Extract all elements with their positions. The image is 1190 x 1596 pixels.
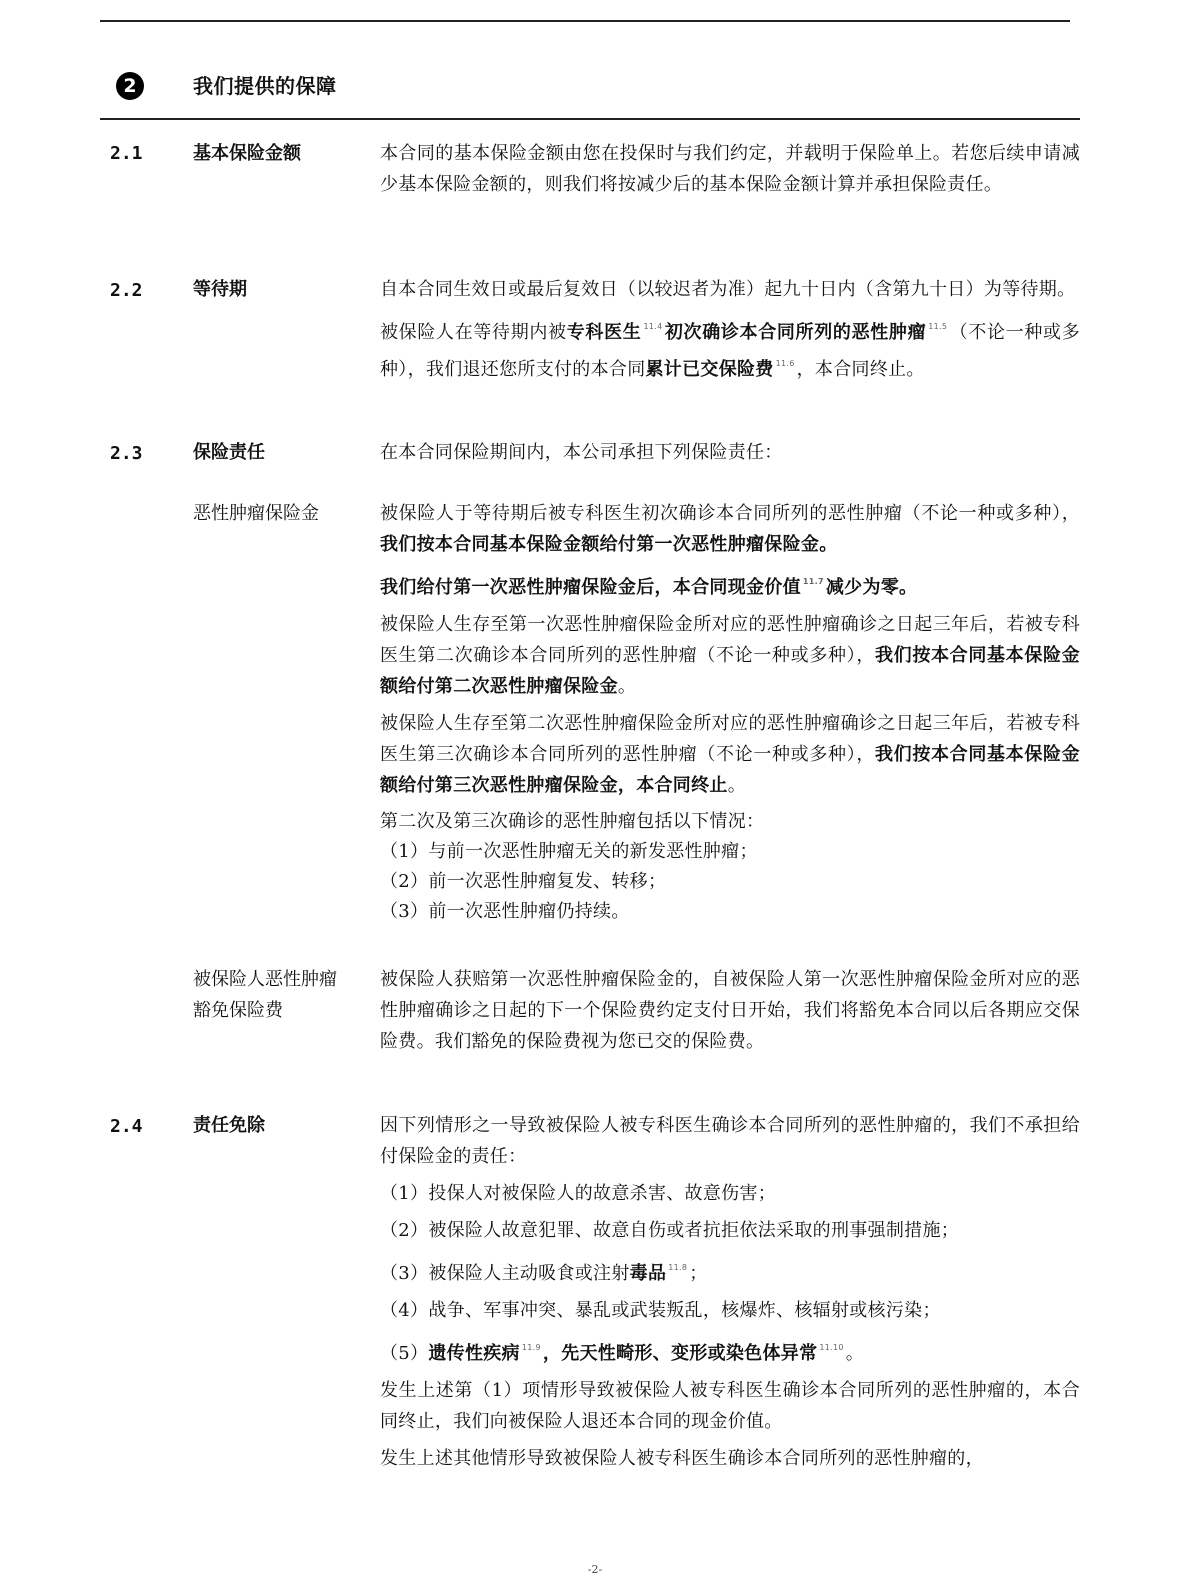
clause-text <box>380 609 1080 702</box>
clause-label-2-2: 等待期 <box>193 279 247 300</box>
text-run: 。 <box>845 1343 865 1364</box>
text-run: 被保险人在等待期内被 <box>380 322 567 343</box>
clause-text <box>380 566 1080 603</box>
footnote-ref: 11.9 <box>521 1343 541 1352</box>
text-run: 被保险人于等待期后被专科医生初次确诊本合同所列的恶性肿瘤（不论一种或多种）， <box>380 503 1080 524</box>
clause-text: 在本合同保险期间内，本公司承担下列保险责任： <box>380 442 783 463</box>
term-drugs: 毒品 <box>629 1263 667 1284</box>
section-title: 我们提供的保障 <box>193 74 337 98</box>
clause-label-2-3: 保险责任 <box>193 442 265 463</box>
text-run: 减少为零。 <box>825 577 918 598</box>
clause-body-2-4 <box>380 1110 1080 1480</box>
term-hereditary-disease: 遗传性疾病 <box>428 1343 520 1364</box>
term-congenital-malformation: 先天性畸形、变形或染色体异常 <box>561 1343 818 1364</box>
bold-text: 我们按本合同基本保险金额给付第三次恶性肿瘤保险金，本合同终止 <box>380 744 1080 796</box>
clause-text: 发生上述第（1）项情形导致被保险人被专科医生确诊本合同所列的恶性肿瘤的，本合同终止，我们向被保险人退还本合同的现金价值。 <box>380 1380 1080 1432</box>
list-item: （1）投保人对被保险人的故意杀害、故意伤害； <box>380 1183 777 1204</box>
text-run: （5） <box>380 1343 429 1364</box>
clause-text: 本合同的基本保险金额由您在投保时与我们约定，并载明于保险单上。若您后续申请减少基本保险金额的，则我们将按减少后的基本保险金额计算并承担保险责任。 <box>380 143 1080 195</box>
clause-label-2-4: 责任免除 <box>193 1115 265 1136</box>
clause-number-2-3: 2.3 <box>110 443 143 464</box>
clause-number-2-2: 2.2 <box>110 280 143 301</box>
footnote-ref: 11.5 <box>928 322 948 331</box>
page-number: -2- <box>587 1563 603 1576</box>
top-rule <box>100 20 1070 22</box>
text-run: ， <box>542 1343 562 1364</box>
bold-text: 我们按本合同基本保险金额给付第二次恶性肿瘤保险金 <box>380 645 1080 697</box>
clause-number-2-1: 2.1 <box>110 143 143 164</box>
text-run: ； <box>689 1263 708 1284</box>
clause-text <box>380 498 1080 560</box>
list-item: （2）被保险人故意犯罪、故意自伤或者抗拒依法采取的刑事强制措施； <box>380 1220 960 1241</box>
text-run: 。 <box>727 775 747 796</box>
text-run: 被保险人生存至第二次恶性肿瘤保险金所对应的恶性肿瘤确诊之日起三年后，若被专科医生第三次确诊本合同所列的恶性肿瘤（不论一种或多种）， <box>380 713 1080 765</box>
footnote-ref: 11.7 <box>802 577 824 586</box>
clause-text <box>380 708 1080 801</box>
text-run: 被保险人生存至第一次恶性肿瘤保险金所对应的恶性肿瘤确诊之日起三年后，若被专科医生第二次确诊本合同所列的恶性肿瘤（不论一种或多种）， <box>380 614 1080 666</box>
footnote-ref: 11.6 <box>775 359 795 368</box>
footnote-ref: 11.10 <box>819 1343 844 1352</box>
premium-waiver-body <box>380 964 1080 1063</box>
clause-body-2-3 <box>380 437 1080 474</box>
list-item: （4）战争、军事冲突、暴乱或武装叛乱，核爆炸、核辐射或核污染； <box>380 1300 941 1321</box>
list-item: （3）前一次恶性肿瘤仍持续。 <box>380 901 630 922</box>
clause-text: 第二次及第三次确诊的恶性肿瘤包括以下情况： <box>380 811 765 832</box>
clause-text: 被保险人获赔第一次恶性肿瘤保险金的，自被保险人第一次恶性肿瘤保险金所对应的恶性肿瘤确诊之日起的下一个保险费约定支付日开始，我们将豁免本合同以后各期应交保险费。我们豁免的保险费视为您已交的保险费。 <box>380 969 1080 1052</box>
clause-body-2-2 <box>380 274 1080 391</box>
term-premium-paid: 累计已交保险费 <box>645 359 774 380</box>
sublabel-cancer-benefit: 恶性肿瘤保险金 <box>193 503 319 524</box>
list-item <box>380 1252 1080 1289</box>
text-run: （3）被保险人主动吸食或注射 <box>380 1263 630 1284</box>
bold-text: 我们按本合同基本保险金额给付第一次恶性肿瘤保险金。 <box>380 534 838 555</box>
term-malignant-tumor: 初次确诊本合同所列的恶性肿瘤 <box>664 322 927 343</box>
clause-text <box>380 311 1080 385</box>
clause-text: 自本合同生效日或最后复效日（以较迟者为准）起九十日内（含第九十日）为等待期。 <box>380 279 1076 300</box>
text-run: （不论一种或多种），我们退还您所支付的本合同 <box>380 322 1081 380</box>
list-item <box>380 1332 1080 1369</box>
text-run: 。 <box>617 676 637 697</box>
text-run: 我们给付第一次恶性肿瘤保险金后，本合同现金价值 <box>380 577 801 598</box>
clause-text: 发生上述其他情形导致被保险人被专科医生确诊本合同所列的恶性肿瘤的， <box>380 1448 984 1469</box>
footnote-ref: 11.8 <box>668 1263 688 1272</box>
list-item: （2）前一次恶性肿瘤复发、转移； <box>380 871 667 892</box>
clause-number-2-4: 2.4 <box>110 1116 143 1137</box>
section-number-badge: 2 <box>116 72 144 100</box>
sublabel-premium-waiver: 被保险人恶性肿瘤豁免保险费 <box>193 969 337 1021</box>
clause-label-2-1: 基本保险金额 <box>193 143 301 164</box>
text-run: ，本合同终止。 <box>796 359 925 380</box>
footnote-ref: 11.4 <box>643 322 663 331</box>
term-specialist: 专科医生 <box>566 322 642 343</box>
clause-text: 因下列情形之一导致被保险人被专科医生确诊本合同所列的恶性肿瘤的，我们不承担给付保险金的责任： <box>380 1115 1080 1167</box>
section-header <box>100 62 1080 120</box>
cancer-benefit-body <box>380 498 1080 927</box>
list-item: （1）与前一次恶性肿瘤无关的新发恶性肿瘤； <box>380 841 758 862</box>
clause-body-2-1 <box>380 138 1080 206</box>
